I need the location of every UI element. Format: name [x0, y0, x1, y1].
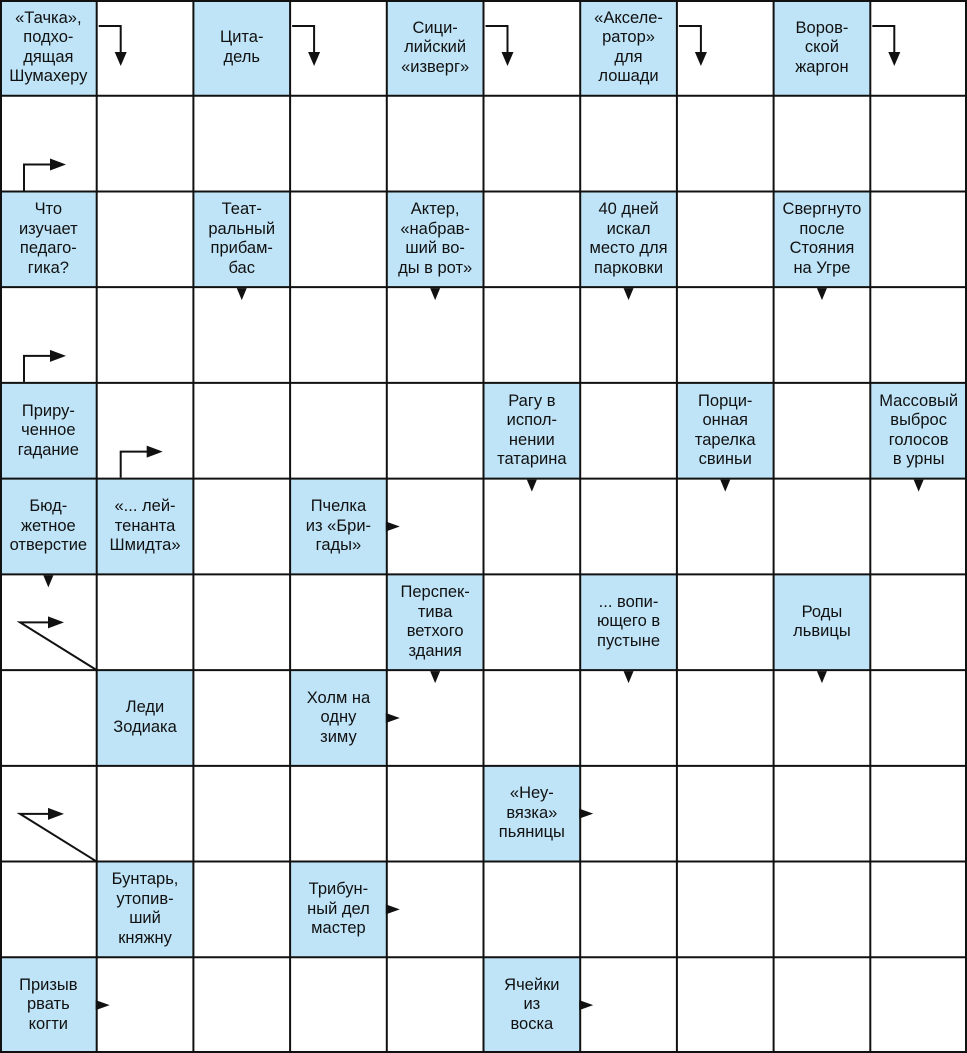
clue-cell — [193, 0, 290, 96]
answer-cell[interactable] — [193, 287, 290, 383]
answer-cell[interactable] — [677, 479, 774, 575]
clue-text: Леди Зодиака — [113, 698, 177, 736]
clue-cell — [870, 383, 967, 479]
answer-cell[interactable] — [484, 191, 581, 287]
answer-cell[interactable] — [387, 957, 484, 1053]
clue-cell — [387, 574, 484, 670]
clue-text: Ячейки из воска — [504, 975, 560, 1033]
answer-cell[interactable] — [290, 574, 387, 670]
clue-cell — [580, 574, 677, 670]
answer-cell[interactable] — [580, 670, 677, 766]
answer-cell[interactable] — [387, 96, 484, 192]
clue-text: Холм на одну зиму — [306, 688, 371, 746]
answer-cell[interactable] — [0, 287, 97, 383]
clue-text: «... лей- тенанта Шмидта» — [109, 497, 181, 555]
clue-cell — [774, 191, 871, 287]
answer-cell[interactable] — [870, 479, 967, 575]
answer-cell[interactable] — [97, 191, 194, 287]
clue-text: «Неу- вязка» пьяницы — [498, 784, 565, 842]
clue-text: ... вопи- ющего в пустыне — [596, 592, 661, 650]
answer-cell[interactable] — [580, 957, 677, 1053]
answer-cell[interactable] — [97, 287, 194, 383]
answer-cell[interactable] — [774, 383, 871, 479]
clue-cell — [484, 766, 581, 862]
answer-cell[interactable] — [677, 574, 774, 670]
answer-cell[interactable] — [484, 862, 581, 958]
clue-text: Что изучает педаго- гика? — [18, 200, 78, 277]
answer-cell[interactable] — [484, 479, 581, 575]
answer-cell[interactable] — [0, 862, 97, 958]
clue-text: Порци- онная тарелка свиньи — [694, 391, 756, 469]
answer-cell[interactable] — [97, 0, 194, 96]
answer-cell[interactable] — [387, 287, 484, 383]
answer-cell[interactable] — [387, 862, 484, 958]
answer-cell[interactable] — [774, 670, 871, 766]
answer-cell[interactable] — [774, 766, 871, 862]
clue-cell — [484, 957, 581, 1053]
answer-cell[interactable] — [870, 957, 967, 1053]
clue-cell — [290, 479, 387, 575]
answer-cell[interactable] — [484, 96, 581, 192]
clue-cell — [580, 191, 677, 287]
answer-cell[interactable] — [580, 862, 677, 958]
answer-cell[interactable] — [290, 191, 387, 287]
answer-cell[interactable] — [484, 0, 581, 96]
clue-cell — [484, 383, 581, 479]
clue-cell — [774, 0, 871, 96]
answer-cell[interactable] — [774, 287, 871, 383]
clue-cell — [97, 479, 194, 575]
clue-cell — [97, 670, 194, 766]
answer-cell[interactable] — [677, 957, 774, 1053]
clue-cell — [387, 191, 484, 287]
answer-cell[interactable] — [677, 191, 774, 287]
answer-cell[interactable] — [97, 383, 194, 479]
answer-cell[interactable] — [0, 670, 97, 766]
clue-text: Рагу в испол- нении татарина — [497, 391, 567, 469]
answer-cell[interactable] — [0, 574, 97, 670]
answer-cell[interactable] — [484, 287, 581, 383]
clue-text: Призыв рвать когти — [19, 975, 78, 1033]
answer-cell[interactable] — [774, 479, 871, 575]
answer-cell[interactable] — [290, 766, 387, 862]
answer-cell[interactable] — [484, 574, 581, 670]
answer-cell[interactable] — [193, 574, 290, 670]
answer-cell[interactable] — [193, 862, 290, 958]
answer-cell[interactable] — [677, 287, 774, 383]
clue-text: Свергнуто после Стояния на Угре — [782, 200, 862, 277]
answer-cell[interactable] — [677, 862, 774, 958]
answer-cell[interactable] — [870, 766, 967, 862]
answer-cell[interactable] — [193, 383, 290, 479]
answer-cell[interactable] — [580, 96, 677, 192]
answer-cell[interactable] — [580, 287, 677, 383]
answer-cell[interactable] — [387, 670, 484, 766]
answer-cell[interactable] — [290, 287, 387, 383]
answer-cell[interactable] — [97, 574, 194, 670]
clue-cell — [97, 862, 194, 958]
answer-cell[interactable] — [290, 0, 387, 96]
answer-cell[interactable] — [387, 479, 484, 575]
answer-cell[interactable] — [97, 957, 194, 1053]
answer-cell[interactable] — [677, 96, 774, 192]
clue-cell — [580, 0, 677, 96]
answer-cell[interactable] — [97, 766, 194, 862]
clue-cell — [0, 191, 97, 287]
clue-text: Роды львицы — [793, 602, 851, 641]
clue-cell — [774, 574, 871, 670]
answer-cell[interactable] — [870, 574, 967, 670]
answer-cell[interactable] — [484, 670, 581, 766]
answer-cell[interactable] — [677, 766, 774, 862]
clue-text: Пчелка из «Бри- гады» — [305, 497, 372, 555]
answer-cell[interactable] — [193, 766, 290, 862]
clue-text: Теат- ральный прибам- бас — [208, 200, 276, 277]
answer-cell[interactable] — [97, 96, 194, 192]
clue-text: Сици- лийский «изверг» — [401, 18, 470, 76]
clue-cell — [0, 0, 97, 96]
clue-text: Трибун- ный дел мастер — [307, 880, 370, 938]
clue-text: Актер, «набрав- ший во- ды в рот» — [398, 200, 473, 277]
answer-cell[interactable] — [870, 191, 967, 287]
clue-cell — [677, 383, 774, 479]
answer-cell[interactable] — [387, 766, 484, 862]
clue-text: Перспек- тива ветхого здания — [400, 583, 470, 660]
answer-cell[interactable] — [677, 670, 774, 766]
clue-text: Бюд- жетное отверстие — [9, 497, 88, 555]
answer-cell[interactable] — [0, 96, 97, 192]
answer-cell[interactable] — [870, 96, 967, 192]
clue-text: Массовый выброс голосов в урны — [879, 391, 959, 469]
answer-cell[interactable] — [870, 287, 967, 383]
answer-cell[interactable] — [290, 383, 387, 479]
clue-text: Бунтарь, утопив- ший княжну — [111, 870, 179, 947]
answer-cell[interactable] — [870, 862, 967, 958]
answer-cell[interactable] — [387, 383, 484, 479]
answer-cell[interactable] — [774, 862, 871, 958]
answer-cell[interactable] — [580, 479, 677, 575]
answer-cell[interactable] — [290, 96, 387, 192]
clue-text: Цита- дель — [220, 28, 264, 66]
answer-cell[interactable] — [870, 670, 967, 766]
answer-cell[interactable] — [774, 96, 871, 192]
clue-cell — [0, 383, 97, 479]
clue-cell — [290, 862, 387, 958]
answer-cell[interactable] — [193, 479, 290, 575]
clue-cell — [0, 957, 97, 1053]
answer-cell[interactable] — [0, 766, 97, 862]
clue-cell — [193, 191, 290, 287]
clue-cell — [290, 670, 387, 766]
clue-text: Приру- ченное гадание — [17, 401, 79, 459]
answer-cell[interactable] — [193, 670, 290, 766]
answer-cell[interactable] — [774, 957, 871, 1053]
clue-text: Воров- ской жаргон — [795, 18, 849, 76]
answer-cell[interactable] — [580, 383, 677, 479]
clue-cell — [387, 0, 484, 96]
answer-cell[interactable] — [193, 96, 290, 192]
answer-cell[interactable] — [193, 957, 290, 1053]
clue-cell — [0, 479, 97, 575]
answer-cell[interactable] — [870, 0, 967, 96]
clue-text: 40 дней искал место для парковки — [589, 200, 668, 277]
answer-cell[interactable] — [290, 957, 387, 1053]
clue-text: «Тачка», подхо- дящая Шумахеру — [9, 8, 88, 86]
answer-cell[interactable] — [580, 766, 677, 862]
clue-text: «Акселе- ратор» для лошади — [594, 8, 663, 86]
answer-cell[interactable] — [677, 0, 774, 96]
